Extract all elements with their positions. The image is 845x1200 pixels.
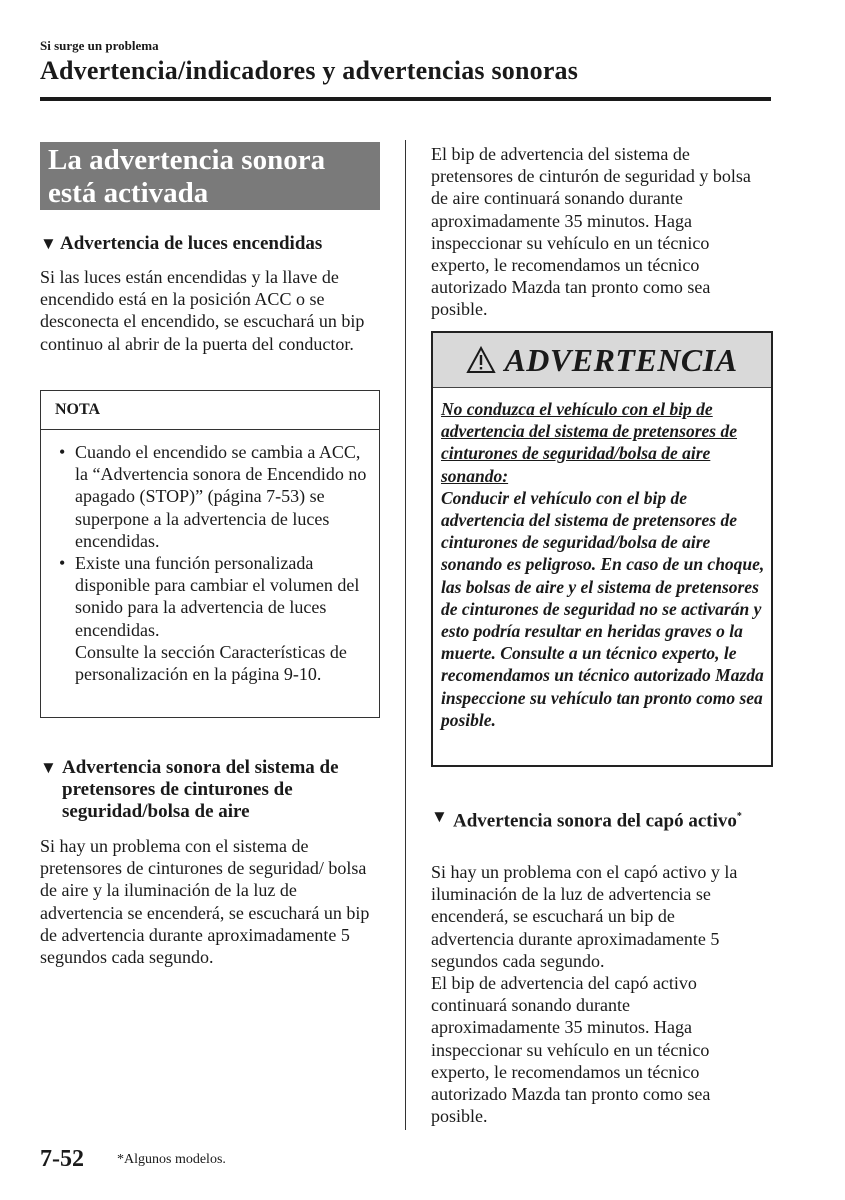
hood-heading-text: Advertencia sonora del capó activo xyxy=(453,810,737,832)
pretensioner-paragraph: Si hay un problema con el sistema de pretensores de cinturones de seguridad/ bolsa de aire y la iluminación de la luz de advertencia se encenderá, se escuchará un bip de advertencia durante aproximadamente 5 segundos cada segundo. xyxy=(40,836,370,968)
note-item xyxy=(41,552,379,685)
warning-body xyxy=(433,388,771,731)
note-item-2-text: Existe una función personalizada disponible para cambiar el volumen del sonido para la advertencia de luces encendidas. xyxy=(75,553,360,640)
note-item-2-more: Consulte la sección Características de personalización en la página 9-10. xyxy=(75,641,347,685)
hood-heading-mark: * xyxy=(736,811,742,822)
section-label: Si surge un problema xyxy=(40,38,159,53)
pretensioner-continued-paragraph: El bip de advertencia del sistema de pretensores de cinturón de seguridad y bolsa de aire continuará sonando durante aproximadamente 35 minutos. Haga inspeccionar su vehículo en un técnico experto, le recomendamos un técnico autorizado Mazda tan pronto como sea posible. xyxy=(431,144,751,320)
title-rule xyxy=(40,97,771,101)
triangle-down-icon: ▼ xyxy=(40,758,57,777)
banner-line-1: La advertencia sonora xyxy=(48,144,326,176)
hood-paragraph-1: Si hay un problema con el capó activo y la iluminación de la luz de advertencia se encenderá, se escuchará un bip de advertencia durante aproximadamente 5 segundos cada segundo. xyxy=(431,862,738,971)
bullet-icon: • xyxy=(59,553,66,574)
warning-header xyxy=(433,333,771,388)
hood-heading xyxy=(431,806,761,832)
triangle-down-icon: ▼ xyxy=(431,807,448,826)
warning-underlined-text: No conduzca el vehículo con el bip de advertencia del sistema de pretensores de cinturones de seguridad/bolsa de aire sonando: xyxy=(441,399,737,486)
warning-body-text: Conducir el vehículo con el bip de advertencia del sistema de pretensores de cinturones de seguridad/bolsa de aire sonando es peligroso. En caso de un choque, las bolsas de aire y el sistema de pretensores de cinturones de seguridad no se activarán y esto podría resultar en heridas graves o la muerte. Consulte a un técnico experto, le recomendamos un técnico autorizado Mazda inspeccione su vehículo tan pronto como sea posible. xyxy=(441,487,765,730)
warning-title: ADVERTENCIA xyxy=(504,341,738,378)
note-label: NOTA xyxy=(41,391,379,430)
hood-heading-wrap xyxy=(453,806,742,832)
note-item xyxy=(41,441,379,552)
hood-paragraph xyxy=(431,861,761,1127)
hood-paragraph-2: El bip de advertencia del capó activo continuará sonando durante aproximadamente 35 minutos. Haga inspeccionar su vehículo en un técnico experto, le recomendamos un técnico autorizado Mazda tan pronto como sea posible. xyxy=(431,973,711,1127)
note-list xyxy=(41,430,379,685)
bullet-icon: • xyxy=(59,442,66,462)
lights-paragraph: Si las luces están encendidas y la llave de encendido está en la posición ACC o se desconecta el encendido, se escuchará un bip continuo al abrir de la puerta del conductor. xyxy=(40,267,365,354)
note-item-1-text: Cuando el encendido se cambia a ACC, la “Advertencia sonora de Encendido no apagado (STOP)” (página 7-53) se superpone a la advertencia de luces encendidas. xyxy=(75,442,367,551)
note-box xyxy=(40,390,380,718)
warning-triangle-icon xyxy=(466,346,496,374)
section-banner xyxy=(40,142,380,210)
lights-heading-text: Advertencia de luces encendidas xyxy=(60,233,323,254)
footnote: *Algunos modelos. xyxy=(117,1152,226,1167)
pretensioner-heading-text: Advertencia sonora del sistema de pretensores de cinturones de seguridad/bolsa de aire xyxy=(62,757,339,822)
lights-heading xyxy=(40,233,385,255)
pretensioner-heading xyxy=(40,757,380,823)
triangle-down-icon: ▼ xyxy=(40,234,57,253)
banner-line-2: está activada xyxy=(48,177,209,209)
column-divider xyxy=(405,140,406,1130)
page-number: 7-52 xyxy=(40,1146,84,1172)
warning-box xyxy=(431,331,773,767)
page-title: Advertencia/indicadores y advertencias sonoras xyxy=(40,56,579,85)
